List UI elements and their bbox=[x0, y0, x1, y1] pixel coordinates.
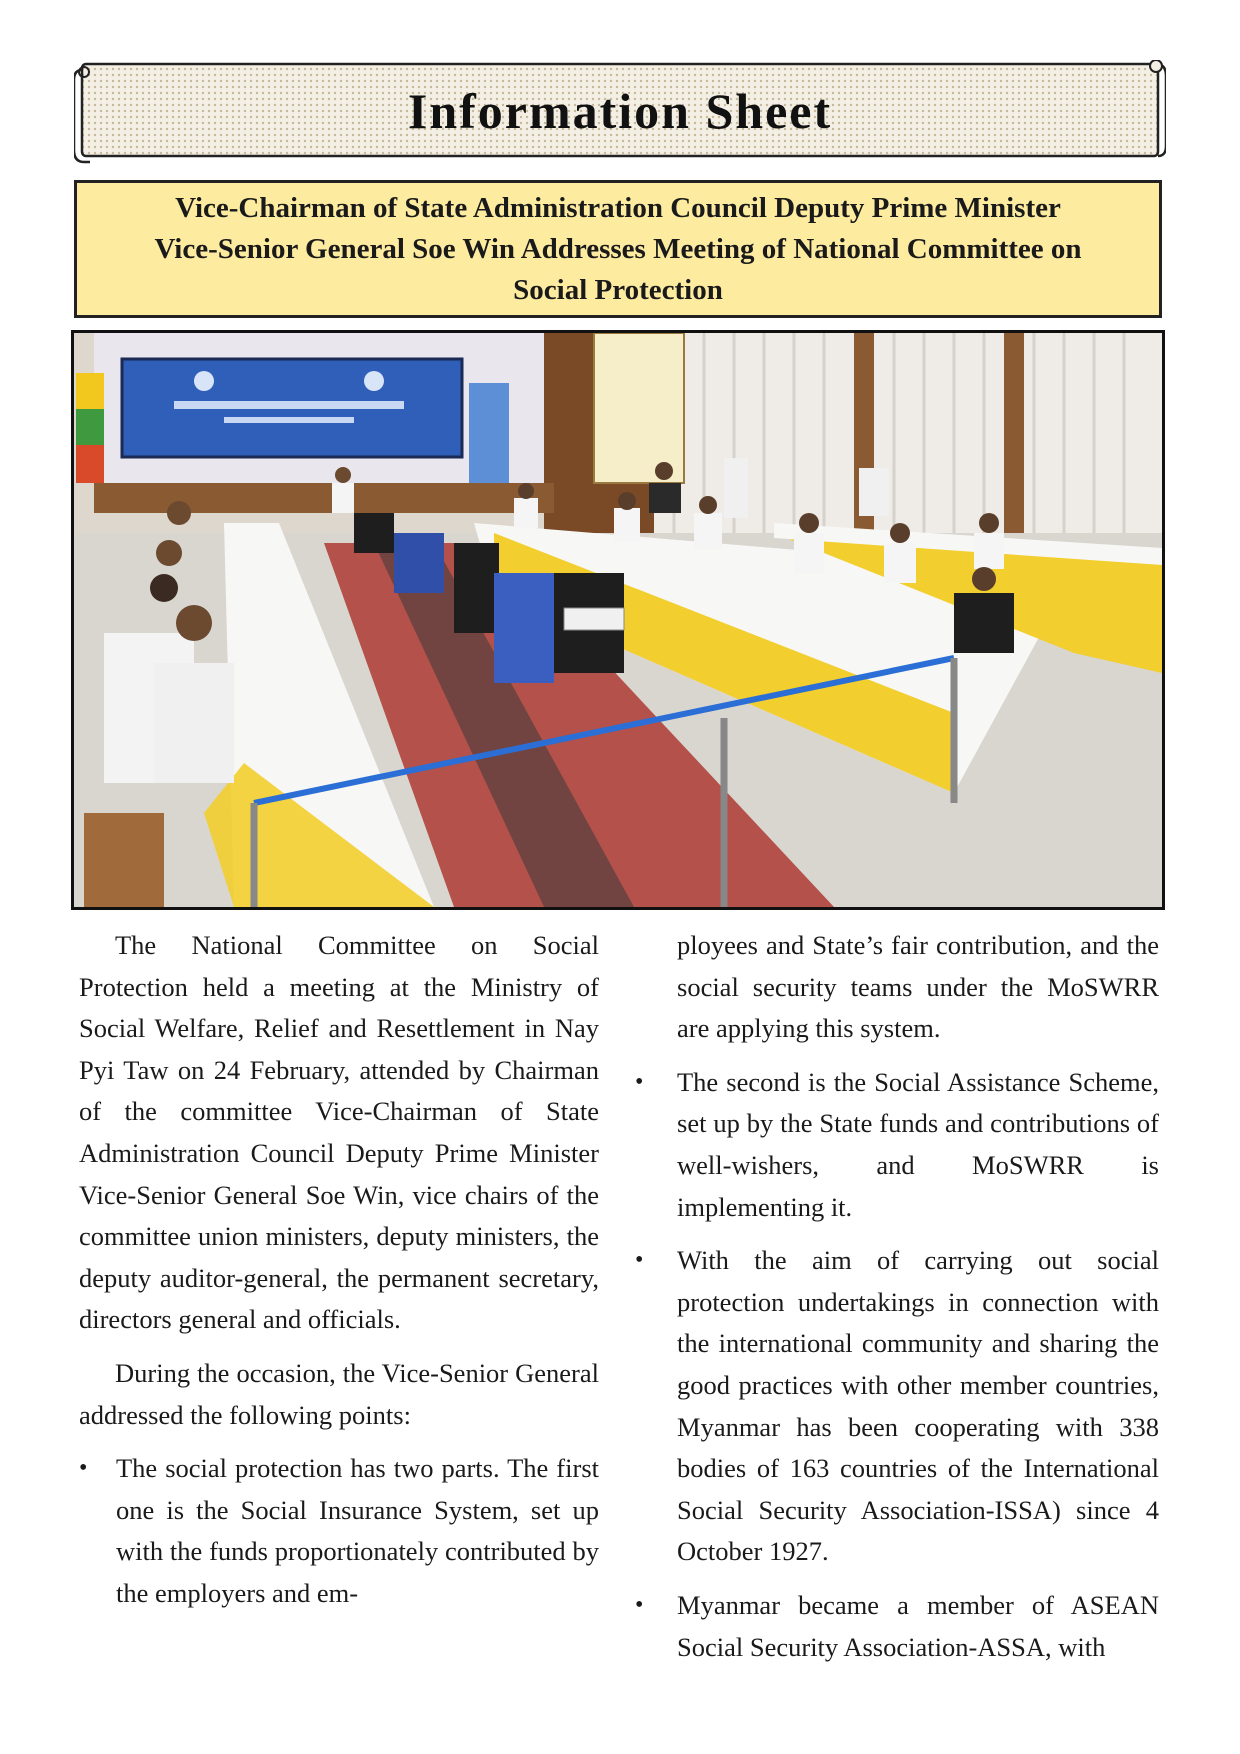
bullet-list bbox=[79, 1448, 599, 1614]
article-right-column bbox=[635, 925, 1159, 1680]
title-banner bbox=[74, 60, 1166, 170]
article-continuation: ployees and State’s fair contribution, and the social security teams under the MoSWRR are applying this system. bbox=[677, 930, 1159, 1044]
headline-box bbox=[74, 180, 1162, 318]
meeting-photo bbox=[71, 330, 1165, 910]
headline-line: Vice-Senior General Soe Win Addresses Meeting of National Committee on bbox=[154, 232, 1082, 265]
headline-line: Vice-Chairman of State Administration Council Deputy Prime Minister bbox=[175, 191, 1061, 224]
bullet-list bbox=[635, 1062, 1159, 1668]
article-left-column bbox=[79, 925, 599, 1627]
list-item: • With the aim of carrying out social protection undertakings in connection with the international community and sharing the good practices with other member countries, Myanmar has been cooperating with 338 bodies of 163 countries of the International Social Security Association-ISSA) since 4 October 1927. bbox=[635, 1240, 1159, 1573]
list-item: • Myanmar became a member of ASEAN Social Security Association-ASSA, with bbox=[635, 1585, 1159, 1668]
list-item: • The second is the Social Assistance Scheme, set up by the State funds and contributions of well-wishers, and MoSWRR is implementing it. bbox=[635, 1062, 1159, 1228]
headline bbox=[134, 188, 1101, 311]
page-title: Information Sheet bbox=[407, 83, 833, 139]
meeting-photo-icon bbox=[74, 333, 1162, 907]
list-item: • The social protection has two parts. The first one is the Social Insurance System, set up with the funds proportionately contributed by the employers and em- bbox=[79, 1448, 599, 1614]
headline-line: Social Protection bbox=[513, 273, 723, 306]
article-paragraph: During the occasion, the Vice-Senior General addressed the following points: bbox=[79, 1357, 599, 1430]
article-paragraph: The National Committee on Social Protection held a meeting at the Ministry of Social Welfare, Relief and Resettlement in Nay Pyi Taw on 24 February, attended by Chairman of the committee Vice-Chairman of State Administration Council Deputy Prime Minister Vice-Senior General Soe Win, vice chairs of the committee union ministers, deputy ministers, the deputy auditor-general, the permanent secretary, directors general and officials. bbox=[79, 930, 599, 1335]
